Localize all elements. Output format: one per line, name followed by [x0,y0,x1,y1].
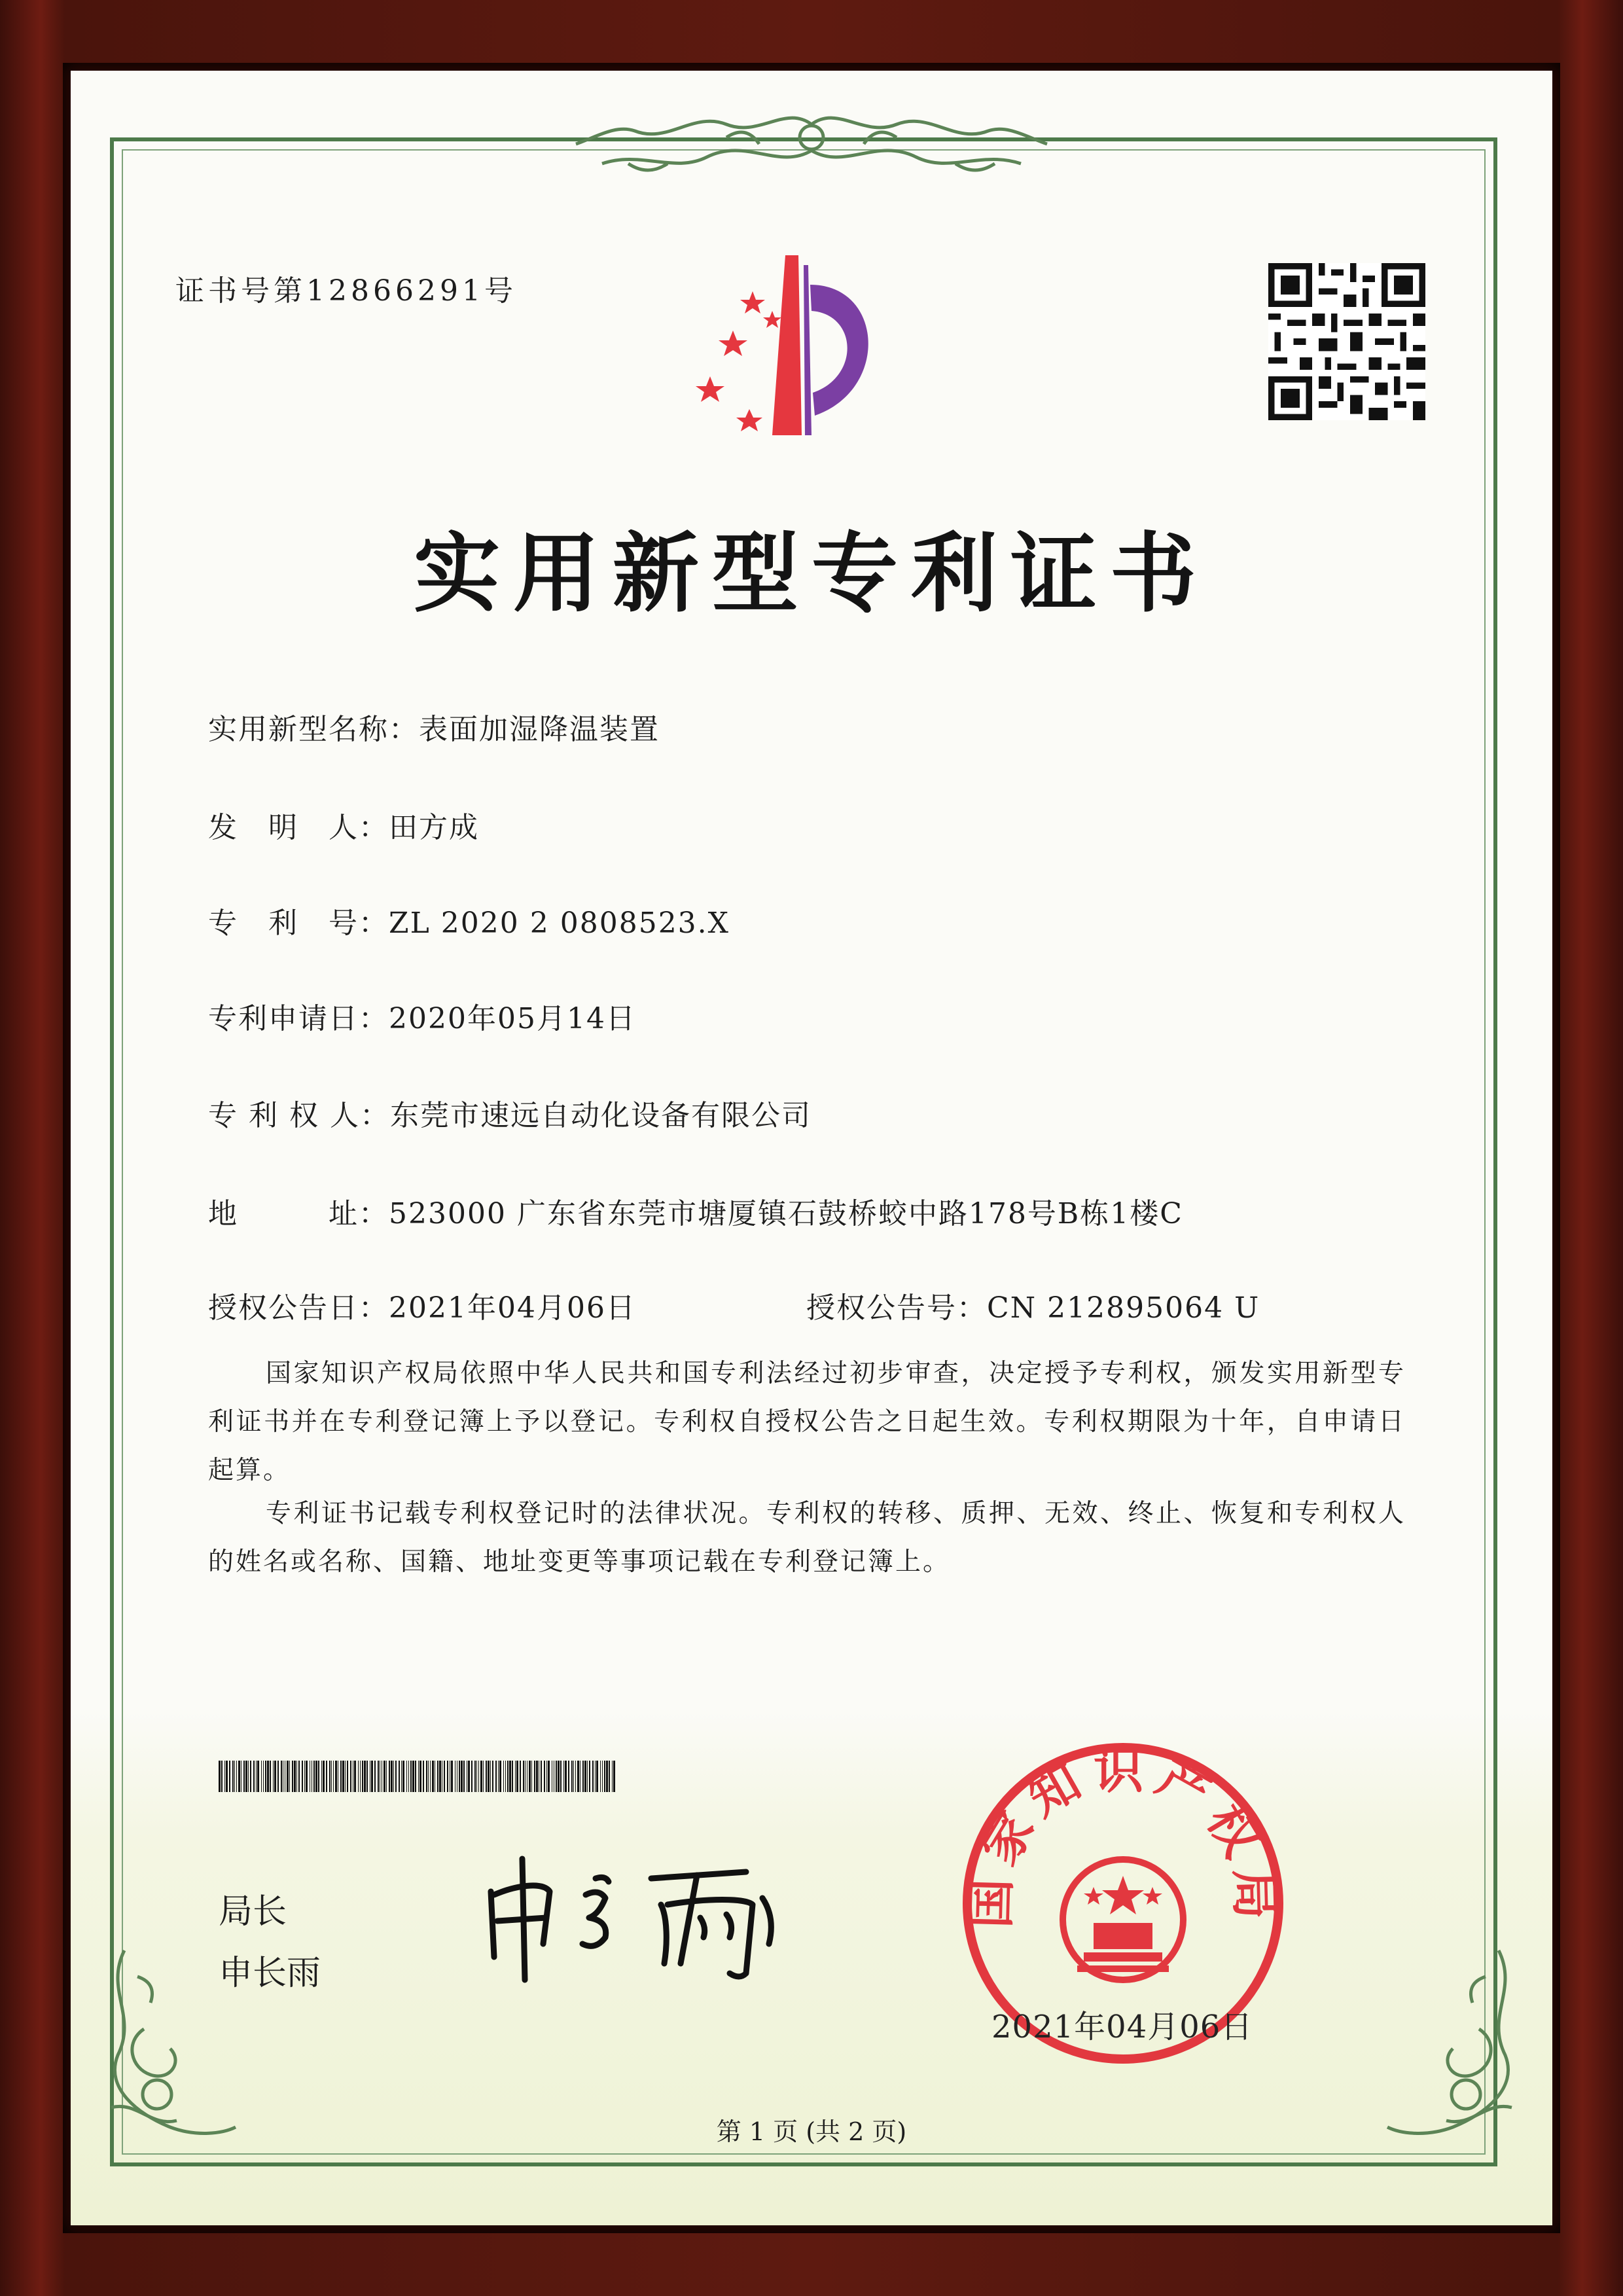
barcode-bar [281,1761,282,1792]
barcode-bar [515,1761,516,1792]
barcode-bar [505,1761,506,1792]
barcode-bar [389,1761,390,1792]
barcode-bar [507,1761,508,1792]
barcode-bar [468,1761,470,1792]
barcode-bar [592,1761,594,1792]
barcode-bar [374,1761,376,1792]
barcode-bar [426,1761,427,1792]
barcode-bar [490,1761,491,1792]
barcode-bar [520,1761,521,1792]
barcode-bar [245,1761,247,1792]
director-name: 申长雨 [219,1954,321,1993]
barcode-bar [294,1761,296,1792]
field-label: 发 明 人： [208,811,389,844]
barcode-bar [298,1761,300,1792]
barcode-bar [447,1761,448,1792]
barcode-bar [393,1761,394,1792]
top-ornament [563,98,1060,196]
barcode-bar [224,1761,225,1792]
barcode-bar [274,1761,276,1792]
field-label: 专 利 号： [208,906,389,940]
barcode-bar [595,1761,596,1792]
barcode-bar [263,1761,264,1792]
barcode-bar [306,1761,308,1792]
barcode-bar [287,1761,289,1792]
barcode-bar [437,1761,438,1792]
barcode-bar [478,1761,479,1792]
barcode-bar [471,1761,473,1792]
barcode-bar [265,1761,266,1792]
barcode-bar [277,1761,279,1792]
barcode-bar [541,1761,542,1792]
barcode-bar [313,1761,315,1792]
field-address [208,1190,1183,1232]
barcode-bar [219,1761,221,1792]
barcode-bar [253,1761,255,1792]
barcode-bar [463,1761,465,1792]
field-value: 2020年05月14日 [389,1002,636,1035]
barcode-bar [364,1761,366,1792]
barcode-bar [606,1761,608,1792]
barcode-bar [273,1761,274,1792]
barcode-bar [345,1761,346,1792]
field-patentee [208,1092,812,1134]
field-label: 专 利 权 人： [208,1099,390,1132]
barcode-bar [292,1761,293,1792]
barcode-bar [548,1761,550,1792]
barcode-bar [371,1761,373,1792]
barcode-bar [331,1761,332,1792]
barcode-bar [577,1761,579,1792]
svg-text:国家知识产权局: 国家知识产权局 [961,1741,1285,1929]
seal-date: 2021年04月06日 [991,2009,1253,2045]
field-label: 专利申请日： [208,1002,389,1035]
barcode-bar [589,1761,590,1792]
barcode-bar [418,1761,419,1792]
barcode-bar [335,1761,337,1792]
barcode-bar [556,1761,557,1792]
field-label: 授权公告日： [208,1291,389,1325]
barcode-bar [354,1761,356,1792]
barcode-bar [558,1761,560,1792]
field-value: 田方成 [389,811,479,844]
page-number: 第 1 页 (共 2 页) [716,2117,907,2146]
barcode-bar [546,1761,547,1792]
barcode-bar [609,1761,610,1792]
barcode-bar [560,1761,562,1792]
field-announcement-number [806,1284,1260,1326]
barcode-bar [571,1761,573,1792]
barcode-bar [480,1761,482,1792]
barcode-bar [596,1761,598,1792]
barcode-bar [386,1761,387,1792]
barcode-bar [256,1761,257,1792]
barcode-bar [329,1761,330,1792]
barcode-bar [565,1761,567,1792]
barcode-bar [498,1761,499,1792]
barcode-bar [401,1761,402,1792]
barcode-bar [333,1761,334,1792]
barcode-bar [234,1761,235,1792]
barcode-bar [529,1761,531,1792]
field-value: 2021年04月06日 [389,1291,636,1325]
barcode-bar [270,1761,271,1792]
statement-paragraph-1: 国家知识产权局依照中华人民共和国专利法经过初步审查，决定授予专利权，颁发实用新型专利证书并在专利登记簿上予以登记。专利权自授权公告之日起生效。专利权期限为十年，自申请日起算。 [208,1359,1406,1485]
barcode-bar [296,1761,297,1792]
barcode-bar [612,1761,613,1792]
barcode-bar [451,1761,453,1792]
field-value: 表面加湿降温装置 [419,713,660,746]
barcode-bar [516,1761,518,1792]
barcode-bar [302,1761,303,1792]
barcode-bar [503,1761,504,1792]
certificate-number: 证书号第12866291号 [175,274,517,308]
barcode-bar [226,1761,228,1792]
field-value: 523000 广东省东莞市塘厦镇石鼓桥蛟中路178号B栋1楼C [389,1197,1183,1230]
barcode-bar [430,1761,431,1792]
barcode-bar [391,1761,393,1792]
barcode-bar [410,1761,412,1792]
barcode-bar [412,1761,414,1792]
barcode-bar [563,1761,564,1792]
barcode-bar [544,1761,545,1792]
barcode-bar [318,1761,319,1792]
barcode-bar [428,1761,429,1792]
barcode-bar [350,1761,351,1792]
barcode-bar [582,1761,584,1792]
barcode-bar [243,1761,245,1792]
barcode-bar [509,1761,511,1792]
barcode-bar [232,1761,234,1792]
barcode-bar [444,1761,445,1792]
barcode-bar [536,1761,538,1792]
barcode-bar [512,1761,513,1792]
barcode-bar [587,1761,588,1792]
field-application-date [208,995,636,1037]
barcode-bar [323,1761,325,1792]
barcode-bar [362,1761,363,1792]
barcode-bar [321,1761,322,1792]
barcode-bar [326,1761,327,1792]
barcode-bar [474,1761,476,1792]
director-title: 局长 [219,1892,287,1931]
barcode-bar [366,1761,368,1792]
barcode-bar [402,1761,404,1792]
barcode-bar [486,1761,487,1792]
barcode-bar [229,1761,230,1792]
barcode-bar [534,1761,535,1792]
field-value: 东莞市速远自动化设备有限公司 [389,1099,812,1132]
certificate-title: 实用新型专利证书 [414,523,1209,624]
barcode-bar [476,1761,477,1792]
barcode-bar [461,1761,463,1792]
qr-code-icon [1268,263,1425,420]
statement-paragraph-2: 专利证书记载专利权登记时的法律状况。专利权的转移、质押、无效、终止、恢复和专利权人的姓名或名称、国籍、地址变更等事项记载在专利登记簿上。 [208,1499,1406,1577]
barcode-bar [304,1761,305,1792]
field-value: ZL 2020 2 0808523.X [389,906,730,940]
barcode-bar [573,1761,574,1792]
barcode-bar [399,1761,400,1792]
barcode-bar [523,1761,524,1792]
barcode-bar [236,1761,237,1792]
barcode-bar [432,1761,434,1792]
field-label: 实用新型名称： [208,713,419,746]
barcode-bar [495,1761,497,1792]
barcode-bar [257,1761,259,1792]
barcode-bar [315,1761,317,1792]
barcode-bar [395,1761,397,1792]
barcode-bar [604,1761,605,1792]
field-patent-number [208,899,730,941]
barcode-bar [358,1761,359,1792]
barcode-bar [419,1761,421,1792]
barcode-bar [525,1761,526,1792]
barcode-bar [347,1761,348,1792]
barcode-bar [575,1761,576,1792]
director-signature [471,1833,812,1990]
barcode-bar [584,1761,586,1792]
barcode-bar [439,1761,441,1792]
barcode-bar [289,1761,290,1792]
barcode-bar [267,1761,269,1792]
barcode-bar [568,1761,569,1792]
barcode-bar [492,1761,493,1792]
barcode-bar [423,1761,424,1792]
barcode-bar [383,1761,385,1792]
barcode-bar [459,1761,460,1792]
barcode-bar [261,1761,262,1792]
barcode-bar [378,1761,379,1792]
field-label: 授权公告号： [806,1291,987,1325]
barcode-bar [488,1761,490,1792]
barcode-bar [340,1761,342,1792]
field-grant-date [208,1284,636,1326]
barcode-bar [342,1761,344,1792]
field-label: 地 址： [208,1197,389,1230]
barcode-bar [499,1761,501,1792]
barcode-bar [483,1761,484,1792]
barcode-bar [600,1761,601,1792]
barcode-bar [408,1761,409,1792]
field-value: CN 212895064 U [987,1291,1260,1325]
barcode-bar [415,1761,416,1792]
patent-office-logo-icon [674,252,923,455]
barcode-bar [238,1761,240,1792]
barcode-bar [360,1761,361,1792]
barcode-bar [602,1761,603,1792]
barcode-bar [248,1761,249,1792]
field-utility-model-name [208,706,660,747]
barcode-bar [613,1761,615,1792]
barcode-bar [406,1761,407,1792]
barcode-bar [221,1761,223,1792]
barcode-icon [219,1761,618,1792]
barcode-bar [531,1761,532,1792]
field-inventor [208,804,479,846]
barcode-bar [250,1761,251,1792]
